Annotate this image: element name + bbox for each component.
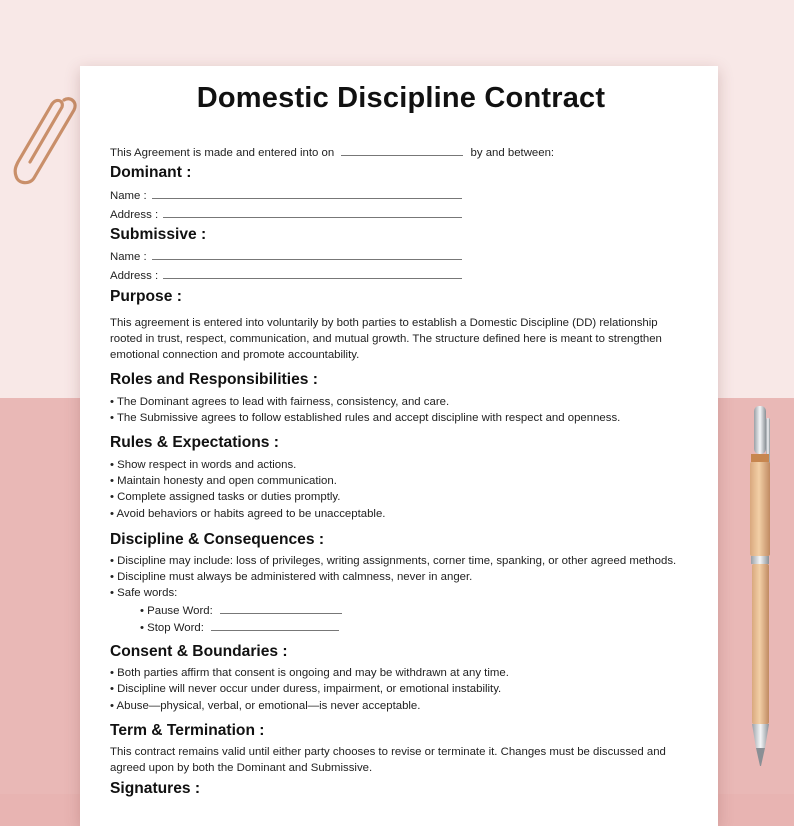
dominant-name-field[interactable] — [152, 188, 462, 199]
submissive-heading: Submissive : — [110, 226, 207, 243]
submissive-address-field[interactable] — [163, 268, 462, 279]
list-item: • Safe words: — [110, 587, 178, 599]
pause-word-label: • Pause Word: — [140, 605, 213, 617]
date-field[interactable] — [341, 145, 463, 156]
dominant-address-field[interactable] — [163, 207, 462, 218]
pause-word-row — [140, 603, 342, 617]
intro-line — [110, 145, 554, 159]
list-item: • Abuse—physical, verbal, or emotional—is never acceptable. — [110, 700, 421, 712]
contract-sheet — [80, 66, 718, 826]
submissive-name-field[interactable] — [152, 249, 462, 260]
submissive-name-row — [110, 249, 462, 263]
rules-heading: Rules & Expectations : — [110, 434, 279, 451]
dominant-name-row — [110, 188, 462, 202]
stop-word-row — [140, 620, 339, 634]
intro-prefix: This Agreement is made and entered into on — [110, 147, 335, 159]
list-item: • The Dominant agrees to lead with fairness, consistency, and care. — [110, 396, 450, 408]
discipline-heading: Discipline & Consequences : — [110, 531, 325, 548]
list-item: • Maintain honesty and open communication. — [110, 475, 337, 487]
consent-heading: Consent & Boundaries : — [110, 643, 288, 660]
paperclip-icon — [4, 92, 84, 188]
roles-heading: Roles and Responsibilities : — [110, 371, 318, 388]
stop-word-field[interactable] — [211, 620, 339, 631]
term-text: This contract remains valid until either party chooses to revise or terminate it. Changes must be discussed and agreed upon by both the Dominant and Submissive. — [110, 746, 666, 775]
list-item: • Avoid behaviors or habits agreed to be unacceptable. — [110, 508, 386, 520]
pen-icon — [738, 404, 782, 794]
dominant-address-row — [110, 207, 462, 221]
list-item: • Discipline will never occur under duress, impairment, or emotional instability. — [110, 683, 502, 695]
submissive-address-label: Address : — [110, 270, 159, 282]
dominant-name-label: Name : — [110, 190, 147, 202]
signatures-heading: Signatures : — [110, 780, 201, 797]
list-item: • Complete assigned tasks or duties promptly. — [110, 491, 341, 503]
dominant-address-label: Address : — [110, 209, 159, 221]
dominant-heading: Dominant : — [110, 164, 192, 181]
list-item: • Show respect in words and actions. — [110, 459, 297, 471]
purpose-text: This agreement is entered into voluntarily by both parties to establish a Domestic Discipline (DD) relationship rooted in trust, respect, communication, and mutual growth. The structure defined here is meant to strengthen emotional connection and promote accountability. — [110, 317, 662, 362]
list-item: • The Submissive agrees to follow established rules and accept discipline with respect and openness. — [110, 412, 621, 424]
pause-word-field[interactable] — [220, 603, 342, 614]
submissive-name-label: Name : — [110, 251, 147, 263]
page-title: Domestic Discipline Contract — [196, 82, 606, 114]
stop-word-label: • Stop Word: — [140, 622, 204, 634]
submissive-address-row — [110, 268, 462, 282]
term-heading: Term & Termination : — [110, 722, 265, 739]
intro-suffix: by and between: — [470, 147, 555, 159]
list-item: • Both parties affirm that consent is ongoing and may be withdrawn at any time. — [110, 667, 509, 679]
list-item: • Discipline may include: loss of privileges, writing assignments, corner time, spanking, or other agreed methods. — [110, 555, 677, 567]
list-item: • Discipline must always be administered with calmness, never in anger. — [110, 571, 473, 583]
purpose-heading: Purpose : — [110, 288, 182, 305]
